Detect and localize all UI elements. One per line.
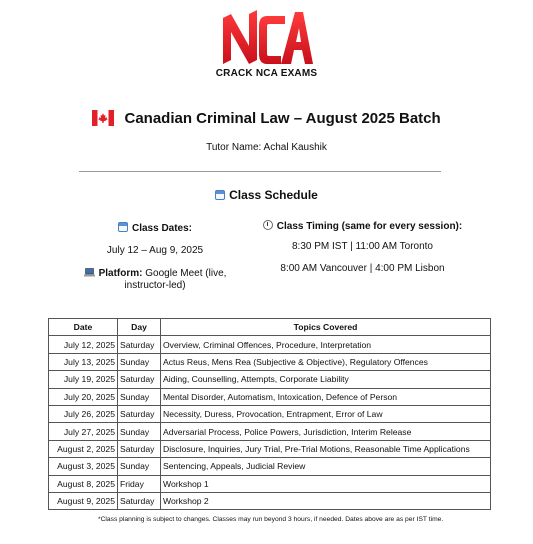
divider (79, 171, 441, 172)
title-text: Canadian Criminal Law – August 2025 Batch (124, 110, 441, 127)
cell-topic: Disclosure, Inquiries, Jury Trial, Pre-Trial Motions, Reasonable Time Applications (161, 440, 491, 457)
cell-topic: Workshop 2 (161, 492, 491, 509)
cell-topic: Overview, Criminal Offences, Procedure, Interpretation (161, 336, 491, 353)
calendar-icon (118, 222, 128, 232)
cell-day: Saturday (118, 336, 161, 353)
schedule-heading-text: Class Schedule (229, 188, 318, 202)
schedule-heading (0, 188, 533, 202)
cell-date: July 26, 2025 (49, 405, 118, 422)
header-day: Day (118, 319, 161, 336)
cell-topic: Necessity, Duress, Provocation, Entrapment, Error of Law (161, 405, 491, 422)
canada-flag-icon (92, 110, 114, 126)
cell-day: Friday (118, 475, 161, 492)
schedule-table (48, 318, 491, 510)
footnote: *Class planning is subject to changes. Classes may run beyond 3 hours, if needed. Dates above are as per IST time. (98, 516, 444, 523)
header-topics: Topics Covered (161, 319, 491, 336)
table-row (49, 388, 491, 405)
table-row (49, 492, 491, 509)
cell-day: Sunday (118, 388, 161, 405)
table-header-row (49, 319, 491, 336)
cell-date: July 20, 2025 (49, 388, 118, 405)
tutor-name: Tutor Name: Achal Kaushik (206, 142, 327, 153)
header-date: Date (49, 319, 118, 336)
timing-line-1: 8:30 PM IST | 11:00 AM Toronto (291, 241, 433, 252)
cell-date: August 9, 2025 (49, 492, 118, 509)
cell-date: August 3, 2025 (49, 458, 118, 475)
cell-day: Sunday (118, 458, 161, 475)
cell-date: July 19, 2025 (49, 371, 118, 388)
laptop-icon (84, 268, 95, 277)
cell-topic: Actus Reus, Mens Rea (Subjective & Objective), Regulatory Offences (161, 353, 491, 370)
table-row (49, 405, 491, 422)
table-row (49, 336, 491, 353)
cell-day: Saturday (118, 405, 161, 422)
page-title (0, 110, 533, 127)
table-row (49, 423, 491, 440)
platform-info: Platform: Google Meet (live, (80, 268, 230, 279)
cell-topic: Workshop 1 (161, 475, 491, 492)
cell-day: Saturday (118, 492, 161, 509)
timing-line-2: 8:00 AM Vancouver | 4:00 PM Lisbon (280, 263, 445, 274)
cell-date: August 8, 2025 (49, 475, 118, 492)
logo-caption: CRACK NCA EXAMS (215, 68, 318, 79)
cell-topic: Sentencing, Appeals, Judicial Review (161, 458, 491, 475)
cell-day: Sunday (118, 353, 161, 370)
cell-date: July 12, 2025 (49, 336, 118, 353)
cell-day: Saturday (118, 371, 161, 388)
calendar-icon (215, 190, 225, 200)
class-dates-label: Class Dates: (80, 222, 230, 234)
nca-logo-icon (219, 8, 315, 66)
class-timing-label: Class Timing (same for every session): (255, 220, 470, 232)
cell-topic: Mental Disorder, Automatism, Intoxication, Defence of Person (161, 388, 491, 405)
cell-topic: Aiding, Counselling, Attempts, Corporate Liability (161, 371, 491, 388)
cell-topic: Adversarial Process, Police Powers, Jurisdiction, Interim Release (161, 423, 491, 440)
cell-date: July 27, 2025 (49, 423, 118, 440)
brand-logo (0, 8, 533, 79)
class-dates-value: July 12 – Aug 9, 2025 (106, 245, 204, 256)
cell-day: Saturday (118, 440, 161, 457)
cell-day: Sunday (118, 423, 161, 440)
platform-info-line2: instructor-led) (124, 280, 186, 291)
clock-icon (263, 220, 273, 230)
table-row (49, 440, 491, 457)
table-row (49, 353, 491, 370)
table-row (49, 371, 491, 388)
cell-date: July 13, 2025 (49, 353, 118, 370)
table-row (49, 458, 491, 475)
table-row (49, 475, 491, 492)
cell-date: August 2, 2025 (49, 440, 118, 457)
